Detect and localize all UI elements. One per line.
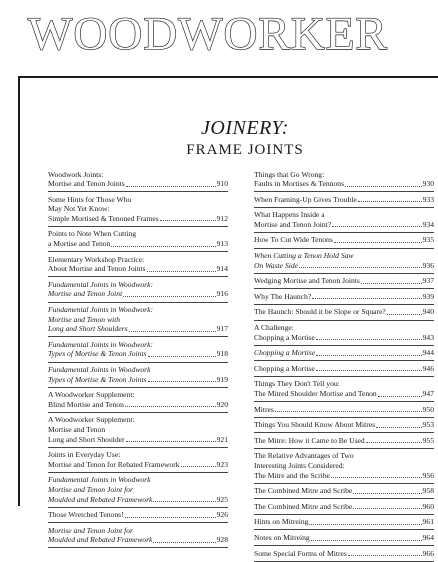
entry-line — [48, 400, 228, 410]
entry-title-text: Faults in Mortises & Tennons — [254, 179, 345, 189]
page-number: 917 — [216, 324, 228, 334]
entry-title-text: When Framing-Up Gives Trouble — [254, 194, 357, 204]
entry-title-text: Some Hints for Those Who — [48, 194, 132, 204]
entry-line — [254, 502, 434, 512]
dot-leader — [366, 434, 422, 444]
dot-leader — [316, 362, 422, 372]
entry-title-text: What Happens Inside a — [254, 210, 325, 220]
entry-title-text: Chopping a Mortise — [254, 332, 315, 342]
section-title: FRAME JOINTS — [186, 142, 304, 158]
entry-line — [48, 195, 228, 205]
entry-title-text: A Challenge: — [254, 323, 294, 333]
contents-entry — [48, 388, 228, 413]
entry-line — [48, 475, 228, 485]
dot-leader — [126, 433, 216, 443]
dot-leader — [148, 373, 216, 383]
dot-leader — [387, 305, 422, 315]
page-number: 919 — [216, 374, 228, 384]
contents-entry — [48, 523, 228, 548]
subject-title: JOINERY: — [201, 117, 289, 139]
entry-title-text: Things They Don't Tell you: — [254, 379, 340, 389]
entry-line — [254, 307, 434, 317]
entry-title-text: May Not Yet Know: — [48, 204, 110, 214]
page-number: 921 — [216, 434, 228, 444]
entry-line — [254, 292, 434, 302]
dot-leader — [316, 346, 421, 356]
dot-leader — [345, 177, 422, 187]
entry-line — [254, 405, 434, 415]
entry-title-text: Types of Mortise & Tenon Joints — [48, 349, 147, 359]
contents-entry — [254, 321, 434, 346]
contents-entry — [48, 448, 228, 473]
entry-line — [254, 261, 434, 271]
entry-title-text: Fundamental Joints in Woodwork — [48, 365, 151, 374]
entry-title-text: Wedging Mortise and Tenon Joints — [254, 276, 360, 286]
entry-title-text: Moulded and Rebated Framework — [48, 535, 153, 545]
entry-title-text: The Mitred Shoulder Mortise and Tenon — [254, 389, 377, 398]
page-number: 955 — [422, 435, 434, 445]
entry-title-text: Points to Note When Cutting — [48, 229, 137, 239]
dot-leader — [353, 484, 421, 494]
entry-title-text: The Haunch: Should it be Slope or Square? — [254, 307, 386, 317]
dot-leader — [181, 458, 216, 468]
entry-line — [48, 535, 228, 545]
entry-title-text: Some Special Forms of Mitres — [254, 548, 347, 558]
dot-leader — [312, 290, 421, 300]
entry-title-text: The Mitre: How it Came to Be Used — [254, 435, 365, 445]
dot-leader — [153, 533, 215, 543]
contents-entry — [254, 233, 434, 249]
dot-leader — [332, 218, 421, 228]
contents-entry — [48, 167, 228, 192]
page-number: 937 — [422, 276, 434, 286]
dot-leader — [358, 193, 422, 203]
entry-title-text: Hints on Mitreing — [254, 517, 309, 527]
entry-line — [48, 510, 228, 520]
page-number: 925 — [216, 494, 228, 504]
entry-title-text: Moulded and Rebated Framework — [48, 494, 153, 504]
contents-entry — [48, 363, 228, 388]
entry-title-text: The Combined Mitre and Scribe — [254, 486, 353, 496]
dot-leader — [334, 233, 422, 243]
entry-line — [254, 195, 434, 205]
page-number: 946 — [422, 363, 434, 373]
dot-leader — [353, 500, 421, 510]
page-number: 933 — [422, 194, 434, 204]
entry-title-text: The Mitre and the Scribe — [254, 470, 330, 480]
contents-entry — [48, 413, 228, 448]
entry-title-text: Long and Short Shoulder — [48, 434, 125, 444]
dot-leader — [123, 287, 215, 297]
dot-leader — [125, 508, 216, 518]
entry-line — [48, 495, 228, 505]
entry-line — [254, 276, 434, 286]
entry-title-text: The Relative Advantages of Two — [254, 451, 354, 461]
dot-leader — [160, 212, 216, 222]
contents-entry — [48, 252, 228, 277]
entry-line — [254, 179, 434, 189]
page-number: 918 — [216, 349, 228, 359]
contents-column-right — [254, 167, 434, 562]
entry-line — [254, 533, 434, 543]
entry-title-text: The Combined Mitre and Scribe — [254, 501, 353, 511]
entry-title-text: Chopping a Mortise — [254, 363, 315, 373]
entry-title-text: Mitres — [254, 404, 274, 414]
entry-line — [48, 375, 228, 385]
page-number: 950 — [422, 404, 434, 414]
entry-line — [48, 289, 228, 299]
section-heading — [100, 117, 390, 160]
entry-title-text: Woodwork Joints: — [48, 169, 104, 179]
dot-leader — [378, 387, 422, 397]
entry-title-text: Fundamental Joints in Woodwork — [48, 475, 151, 485]
entry-title-text: Mortise and Tenon Joint? — [254, 219, 332, 229]
page-number: 961 — [422, 517, 434, 527]
page-number: 936 — [422, 260, 434, 270]
entry-title-text: When Cutting a Tenon Hold Saw — [254, 251, 354, 261]
entry-line — [48, 324, 228, 334]
contents-entry — [254, 361, 434, 377]
entry-title-text: A Woodworker Supplement: — [48, 415, 135, 425]
entry-title-text: Interesting Joints Considered: — [254, 460, 345, 470]
entry-title-text: Fundamental Joints in Woodwork: — [48, 305, 153, 315]
dot-leader — [275, 403, 422, 413]
entry-title-text: Simple Mortised & Tenoned Frames — [48, 213, 159, 223]
dot-leader — [331, 469, 422, 479]
entry-title-text: About Mortise and Tenon Joints — [48, 264, 146, 274]
entry-title-text: On Waste Side — [254, 260, 299, 270]
entry-line — [254, 436, 434, 446]
contents-entry — [254, 346, 434, 362]
contents-entry — [48, 303, 228, 338]
page-number: 966 — [422, 548, 434, 558]
page-number: 935 — [422, 235, 434, 245]
page-number: 930 — [422, 179, 434, 189]
entry-title-text: Mortise and Tenon Joint for — [48, 525, 133, 535]
entry-title-text: Long and Short Shoulders — [48, 324, 128, 334]
entry-title-text: Elementary Workshop Practice: — [48, 254, 145, 264]
entry-line — [48, 214, 228, 224]
entry-title-text: Why The Haunch? — [254, 291, 312, 301]
entry-line — [48, 239, 228, 249]
contents-entry — [48, 473, 228, 508]
dot-leader — [148, 347, 216, 357]
entry-line — [48, 179, 228, 189]
contents-entry — [254, 449, 434, 484]
contents-entry — [48, 277, 228, 302]
entry-line — [254, 235, 434, 245]
entry-title-text: Fundamental Joints in Woodwork: — [48, 339, 153, 349]
entry-title-text: Mortise and Tenon — [48, 424, 106, 434]
entry-line — [254, 333, 434, 343]
page-number: 940 — [422, 307, 434, 317]
entry-line — [48, 460, 228, 470]
page-number: 958 — [422, 486, 434, 496]
entry-line — [254, 451, 434, 461]
contents-entry — [48, 508, 228, 524]
entry-title-text: a Mortise and Tenon — [48, 239, 111, 249]
page-number: 912 — [216, 213, 228, 223]
contents-entry — [254, 499, 434, 515]
entry-title-text: Things You Should Know About Mitres — [254, 420, 376, 430]
contents-entry — [254, 208, 434, 233]
contents-entry — [254, 530, 434, 546]
entry-line — [48, 264, 228, 274]
entry-title-text: Mortise and Tenon for Rebated Framework — [48, 459, 180, 469]
contents-entry — [48, 192, 228, 227]
page-number: 960 — [422, 501, 434, 511]
entry-line — [48, 305, 228, 315]
entry-title-text: Types of Mortise & Tenon Joints — [48, 374, 147, 384]
dot-leader — [111, 237, 215, 247]
page-number: 913 — [216, 239, 228, 249]
contents-entry — [254, 167, 434, 192]
dot-leader — [125, 398, 216, 408]
contents-entry — [254, 546, 434, 562]
entry-title-text: Chopping a Mortise — [254, 348, 316, 358]
dot-leader — [348, 547, 422, 557]
dot-leader — [361, 274, 422, 284]
entry-line — [48, 435, 228, 445]
dot-leader — [376, 418, 422, 428]
entry-title-text: Blind Mortise and Tenon — [48, 399, 124, 409]
entry-title-text: Notes on Mitreing — [254, 532, 310, 542]
page-number: 953 — [422, 420, 434, 430]
contents-entry — [254, 192, 434, 208]
page-number: 910 — [216, 179, 228, 189]
page-number: 947 — [422, 389, 434, 398]
dot-leader — [147, 262, 216, 272]
page-number: 943 — [422, 332, 434, 342]
entry-title-text: Mortise and Tenon Joints — [48, 179, 125, 189]
entry-line — [254, 517, 434, 527]
entry-line — [254, 220, 434, 230]
entry-title-text: Things that Go Wrong: — [254, 169, 325, 179]
entry-title-text: Mortise and Tenon Joint — [48, 289, 123, 299]
entry-title-text: Mortise and Tenon Joint for — [48, 484, 133, 494]
entry-line — [254, 486, 434, 496]
page-number: 916 — [216, 289, 228, 299]
entry-line — [254, 348, 434, 358]
contents-entry — [254, 418, 434, 434]
dot-leader — [126, 177, 216, 187]
entry-line — [48, 415, 228, 425]
dot-leader — [153, 493, 215, 503]
page-number: 923 — [216, 459, 228, 469]
contents-column-left — [48, 167, 228, 548]
dot-leader — [316, 331, 422, 341]
contents-entry — [48, 227, 228, 252]
entry-title-text: A Woodworker Supplement: — [48, 390, 135, 400]
contents-entry — [48, 337, 228, 362]
page-number: 926 — [216, 510, 228, 520]
page-number: 934 — [422, 219, 434, 229]
contents-entry — [254, 249, 434, 274]
entry-title-text: Fundamental Joints in Woodwork: — [48, 279, 153, 289]
contents-entry — [254, 274, 434, 290]
contents-entry — [254, 402, 434, 418]
contents-entry — [254, 484, 434, 500]
contents-entry — [254, 433, 434, 449]
masthead-logo: WOODWORKER — [28, 8, 388, 60]
contents-entry — [254, 377, 434, 402]
dot-leader — [299, 259, 422, 269]
entry-title-text: Those Wretched Tenons! — [48, 510, 124, 520]
page-number: 939 — [422, 291, 434, 301]
entry-line — [254, 364, 434, 374]
page-number: 928 — [216, 535, 228, 545]
dot-leader — [129, 322, 216, 332]
entry-title-text: Joints in Everyday Use: — [48, 450, 121, 460]
dot-leader — [311, 531, 422, 541]
dot-leader — [309, 515, 421, 525]
entry-line — [254, 389, 434, 399]
contents-entry — [254, 305, 434, 321]
page-number: 914 — [216, 264, 228, 274]
entry-title-text: How To Cut Wide Tenons — [254, 235, 333, 245]
page-number: 944 — [422, 348, 434, 358]
entry-line — [48, 349, 228, 359]
entry-line — [254, 420, 434, 430]
page-number: 920 — [216, 399, 228, 409]
entry-title-text: Mortise and Tenon with — [48, 314, 121, 324]
page-number: 964 — [422, 532, 434, 542]
entry-line — [254, 471, 434, 481]
contents-entry — [254, 289, 434, 305]
entry-line — [254, 549, 434, 559]
contents-entry — [254, 515, 434, 531]
page-number: 956 — [422, 470, 434, 480]
